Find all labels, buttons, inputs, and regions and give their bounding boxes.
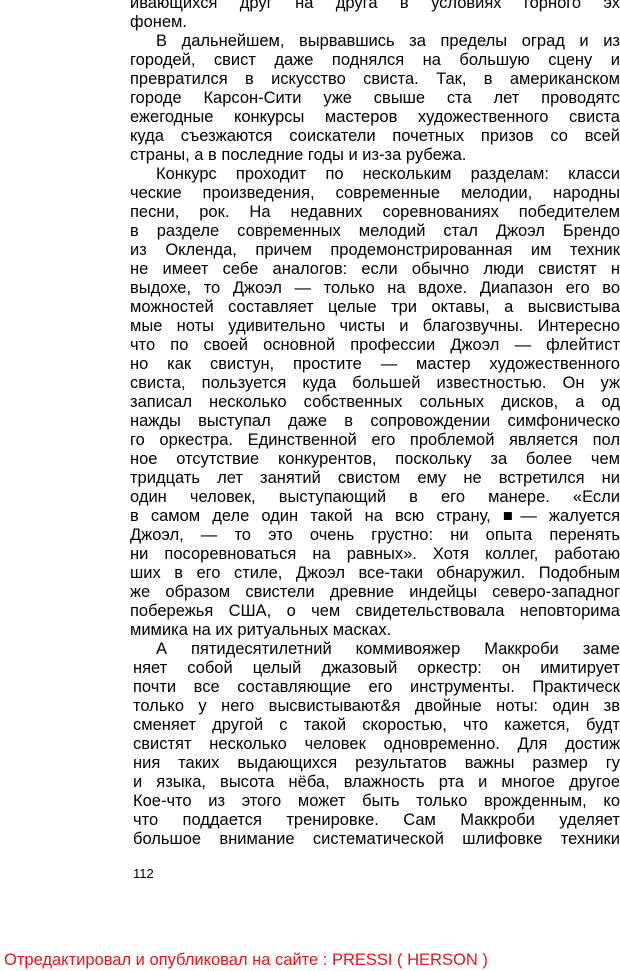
text-line: большое внимание систематической шлифовке техники <box>133 830 620 848</box>
text-line: только у него высвистывают&я двойные ноты: один зв <box>133 697 620 715</box>
text-line: А пятидесятилетний коммивояжер Маккроби заме <box>156 640 620 658</box>
text-line: го оркестра. Единственной его проблемой является пол <box>130 431 620 449</box>
text-line: городей, свист даже поднялся на большую сцену и <box>130 51 620 69</box>
text-line: побережья США, о чем свидетельствовала неповторима <box>130 602 620 620</box>
text-line: ших в его стиле, Джоэл все-таки обнаружил. Подобным <box>130 564 620 582</box>
text-line: страны, а в последние годы и из-за рубежа. <box>130 146 467 164</box>
text-line: ивающихся друг на друга в условиях горного эх <box>130 0 620 12</box>
text-line: песни, рок. На недавних соревнованиях победителем <box>130 203 620 221</box>
text-line: что поддается тренировке. Сам Маккроби уделяет <box>133 811 620 829</box>
text-line: тридцать лет занятий свистом ему не встретился ни <box>130 469 620 487</box>
text-line: в самом деле один такой на всю страну, ■— жалуется <box>130 507 620 525</box>
text-line: но как свистун, простите — мастер художественного <box>130 355 620 373</box>
text-line: же образом свистели древние индейцы северо-западног <box>130 583 620 601</box>
publisher-footer: Отредактировал и опубликовал на сайте : PRESSI ( HERSON ) <box>4 951 488 969</box>
text-line: ни посоревноваться на равных». Хотя коллег, работаю <box>130 545 620 563</box>
text-line: ческие произведения, современные мелодии, народны <box>130 184 620 202</box>
text-line: что по своей основной профессии Джоэл — флейтист <box>130 336 620 354</box>
text-line: из Окленда, причем продемонстрированная им техник <box>130 241 620 259</box>
text-line: Кое-что из этого может быть только врожденным, ко <box>133 792 620 810</box>
text-line: Джоэл, — то это очень грустно: ни опыта перенять <box>130 526 620 544</box>
text-line: Конкурс проходит по нескольким разделам: класси <box>156 165 620 183</box>
text-line: сменяет другой с такой скоростью, что кажется, будт <box>133 716 620 734</box>
text-line: ное отсутствие конкурентов, поскольку за более чем <box>130 450 620 468</box>
page-number: 112 <box>133 866 154 881</box>
text-line: куда съезжаются соискатели почетных призов со всей <box>130 127 620 145</box>
text-line: мые ноты удивительно чисты и благозвучны. Интересно <box>130 317 620 335</box>
text-line: записал несколько собственных сольных дисков, а од <box>130 393 620 411</box>
text-line: и языка, высота нёба, влажность рта и многое другое <box>133 773 620 791</box>
text-line: ежегодные конкурсы мастеров художественного свиста <box>130 108 620 126</box>
text-line: один человек, выступающий в его манере. «Если <box>130 488 620 506</box>
text-line: В дальнейшем, вырвавшись за пределы оград и из <box>156 32 620 50</box>
text-line: превратился в искусство свиста. Так, в американском <box>130 70 620 88</box>
text-line: городе Карсон-Сити уже свыше ста лет проводятс <box>130 89 620 107</box>
text-line: свиста, пользуется куда большей известностью. Он уж <box>130 374 620 392</box>
text-line: можностей составляет целые три октавы, а высвистыва <box>130 298 620 316</box>
text-line: свистят несколько человек одновременно. Для достиж <box>133 735 620 753</box>
text-line: в разделе современных мелодий стал Джоэл Брендо <box>130 222 620 240</box>
text-line: мимика на их ритуальных масках. <box>130 621 392 639</box>
text-line: выдохе, то Джоэл — только на вдохе. Диапазон его во <box>130 279 620 297</box>
text-line: ния таких выдающихся результатов важны размер гу <box>133 754 620 772</box>
text-line: не имеет себе аналогов: если обычно люди свистят н <box>130 260 620 278</box>
text-line: няет собой целый джазовый оркестр: он имитирует <box>133 659 620 677</box>
text-line: нажды выступал даже в сопровождении симфоническо <box>130 412 620 430</box>
body-text <box>130 0 620 849</box>
text-line: почти все составляющие его инструменты. Практическ <box>133 678 620 696</box>
text-line: фонем. <box>130 13 187 31</box>
